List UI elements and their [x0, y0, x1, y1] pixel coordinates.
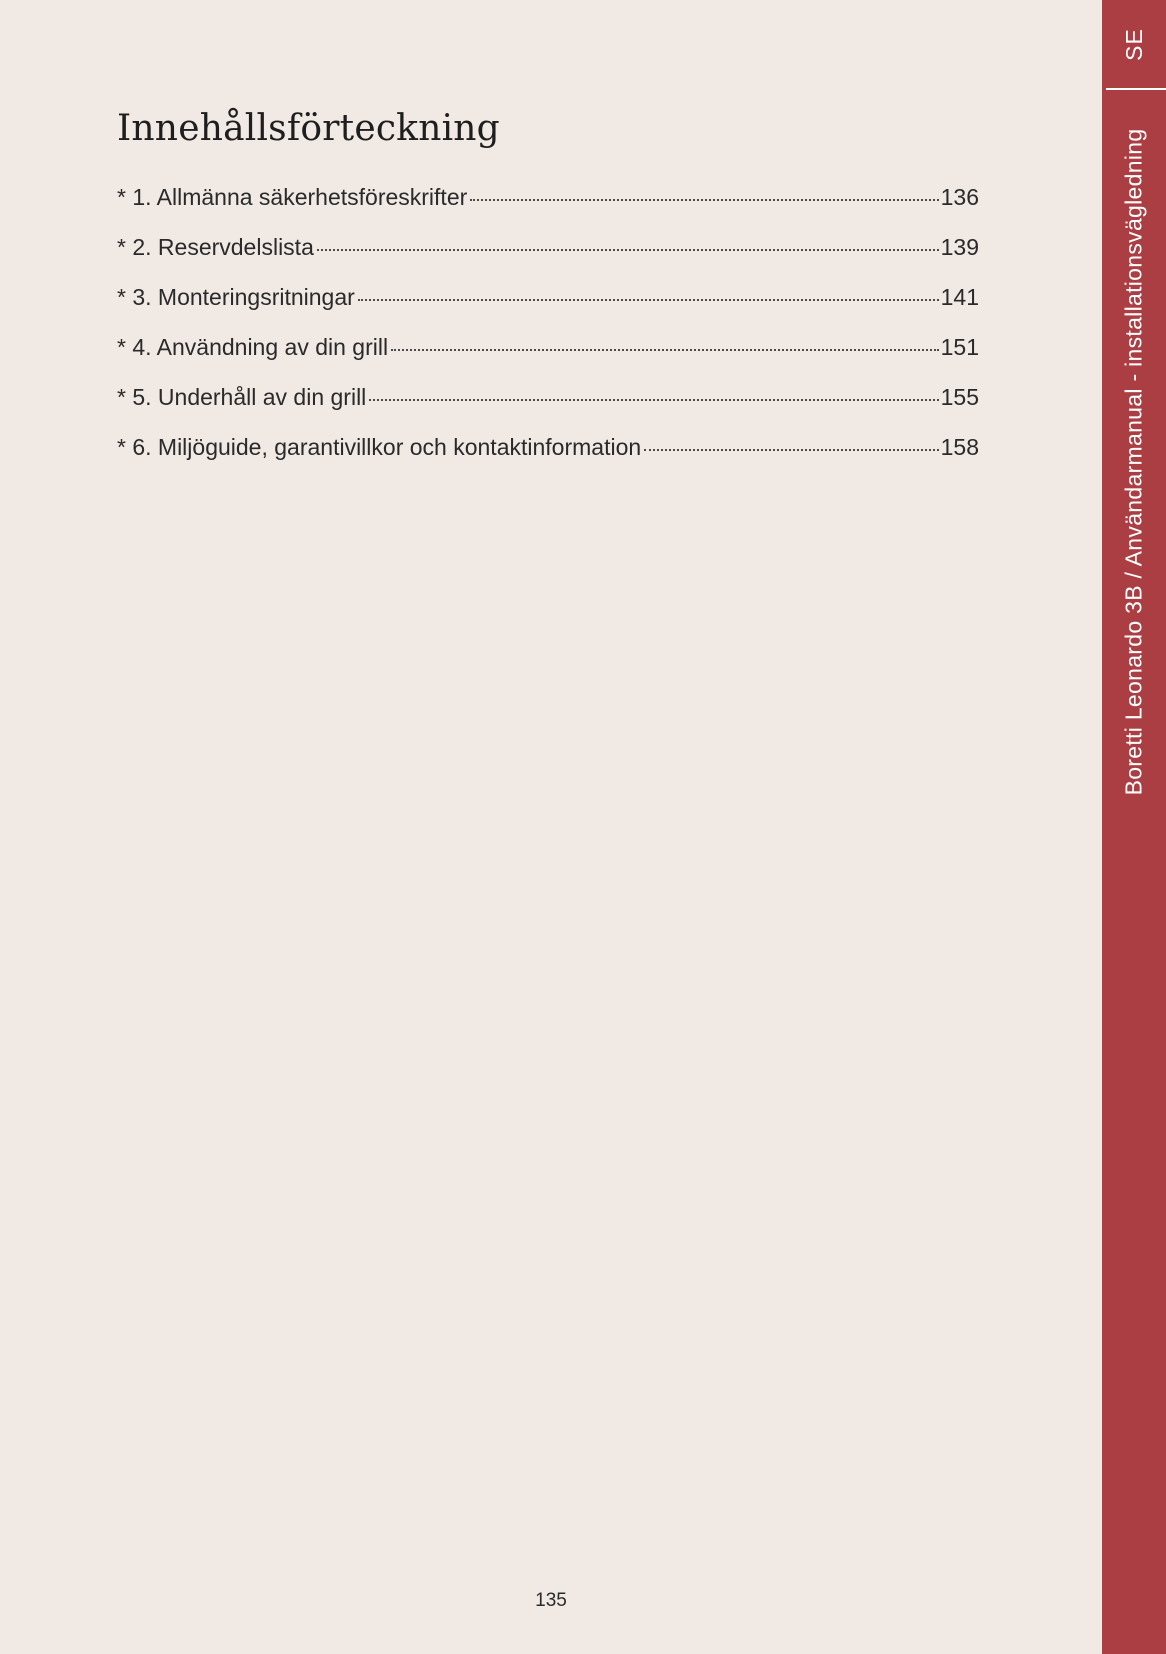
sidebar-divider: [1106, 88, 1166, 90]
table-of-contents: [117, 184, 979, 484]
toc-dot-leader: [644, 449, 938, 451]
toc-entry-page: 139: [940, 234, 979, 260]
toc-entry[interactable]: [117, 384, 979, 434]
toc-entry[interactable]: [117, 284, 979, 334]
toc-entry-page: 136: [940, 184, 979, 210]
toc-entry-page: 151: [940, 334, 979, 360]
toc-dot-leader: [369, 399, 938, 401]
toc-entry[interactable]: [117, 184, 979, 234]
toc-dot-leader: [358, 299, 939, 301]
toc-entry-label: * 6. Miljöguide, garantivillkor och kontaktinformation: [117, 434, 642, 460]
toc-entry-page: 155: [940, 384, 979, 410]
toc-entry-label: * 3. Monteringsritningar: [117, 284, 355, 310]
toc-dot-leader: [391, 349, 939, 351]
toc-entry-label: * 5. Underhåll av din grill: [117, 384, 367, 410]
page-number: 135: [535, 1590, 567, 1611]
toc-entry-label: * 2. Reservdelslista: [117, 234, 314, 260]
toc-dot-leader: [317, 249, 939, 251]
toc-entry-page: 158: [940, 434, 979, 460]
language-tab: [1102, 0, 1166, 88]
page-title: Innehållsförteckning: [117, 108, 500, 149]
toc-dot-leader: [470, 199, 938, 201]
toc-entry-page: 141: [940, 284, 979, 310]
document-title-vertical: Boretti Leonardo 3B / Användarmanual - installationsvägledning: [1120, 128, 1147, 796]
toc-entry[interactable]: [117, 434, 979, 484]
sidebar-band: [1102, 0, 1166, 1654]
toc-entry[interactable]: [117, 234, 979, 284]
language-code: SE: [1120, 27, 1147, 61]
toc-entry-label: * 1. Allmänna säkerhetsföreskrifter: [117, 184, 468, 210]
toc-entry[interactable]: [117, 334, 979, 384]
toc-entry-label: * 4. Användning av din grill: [117, 334, 389, 360]
